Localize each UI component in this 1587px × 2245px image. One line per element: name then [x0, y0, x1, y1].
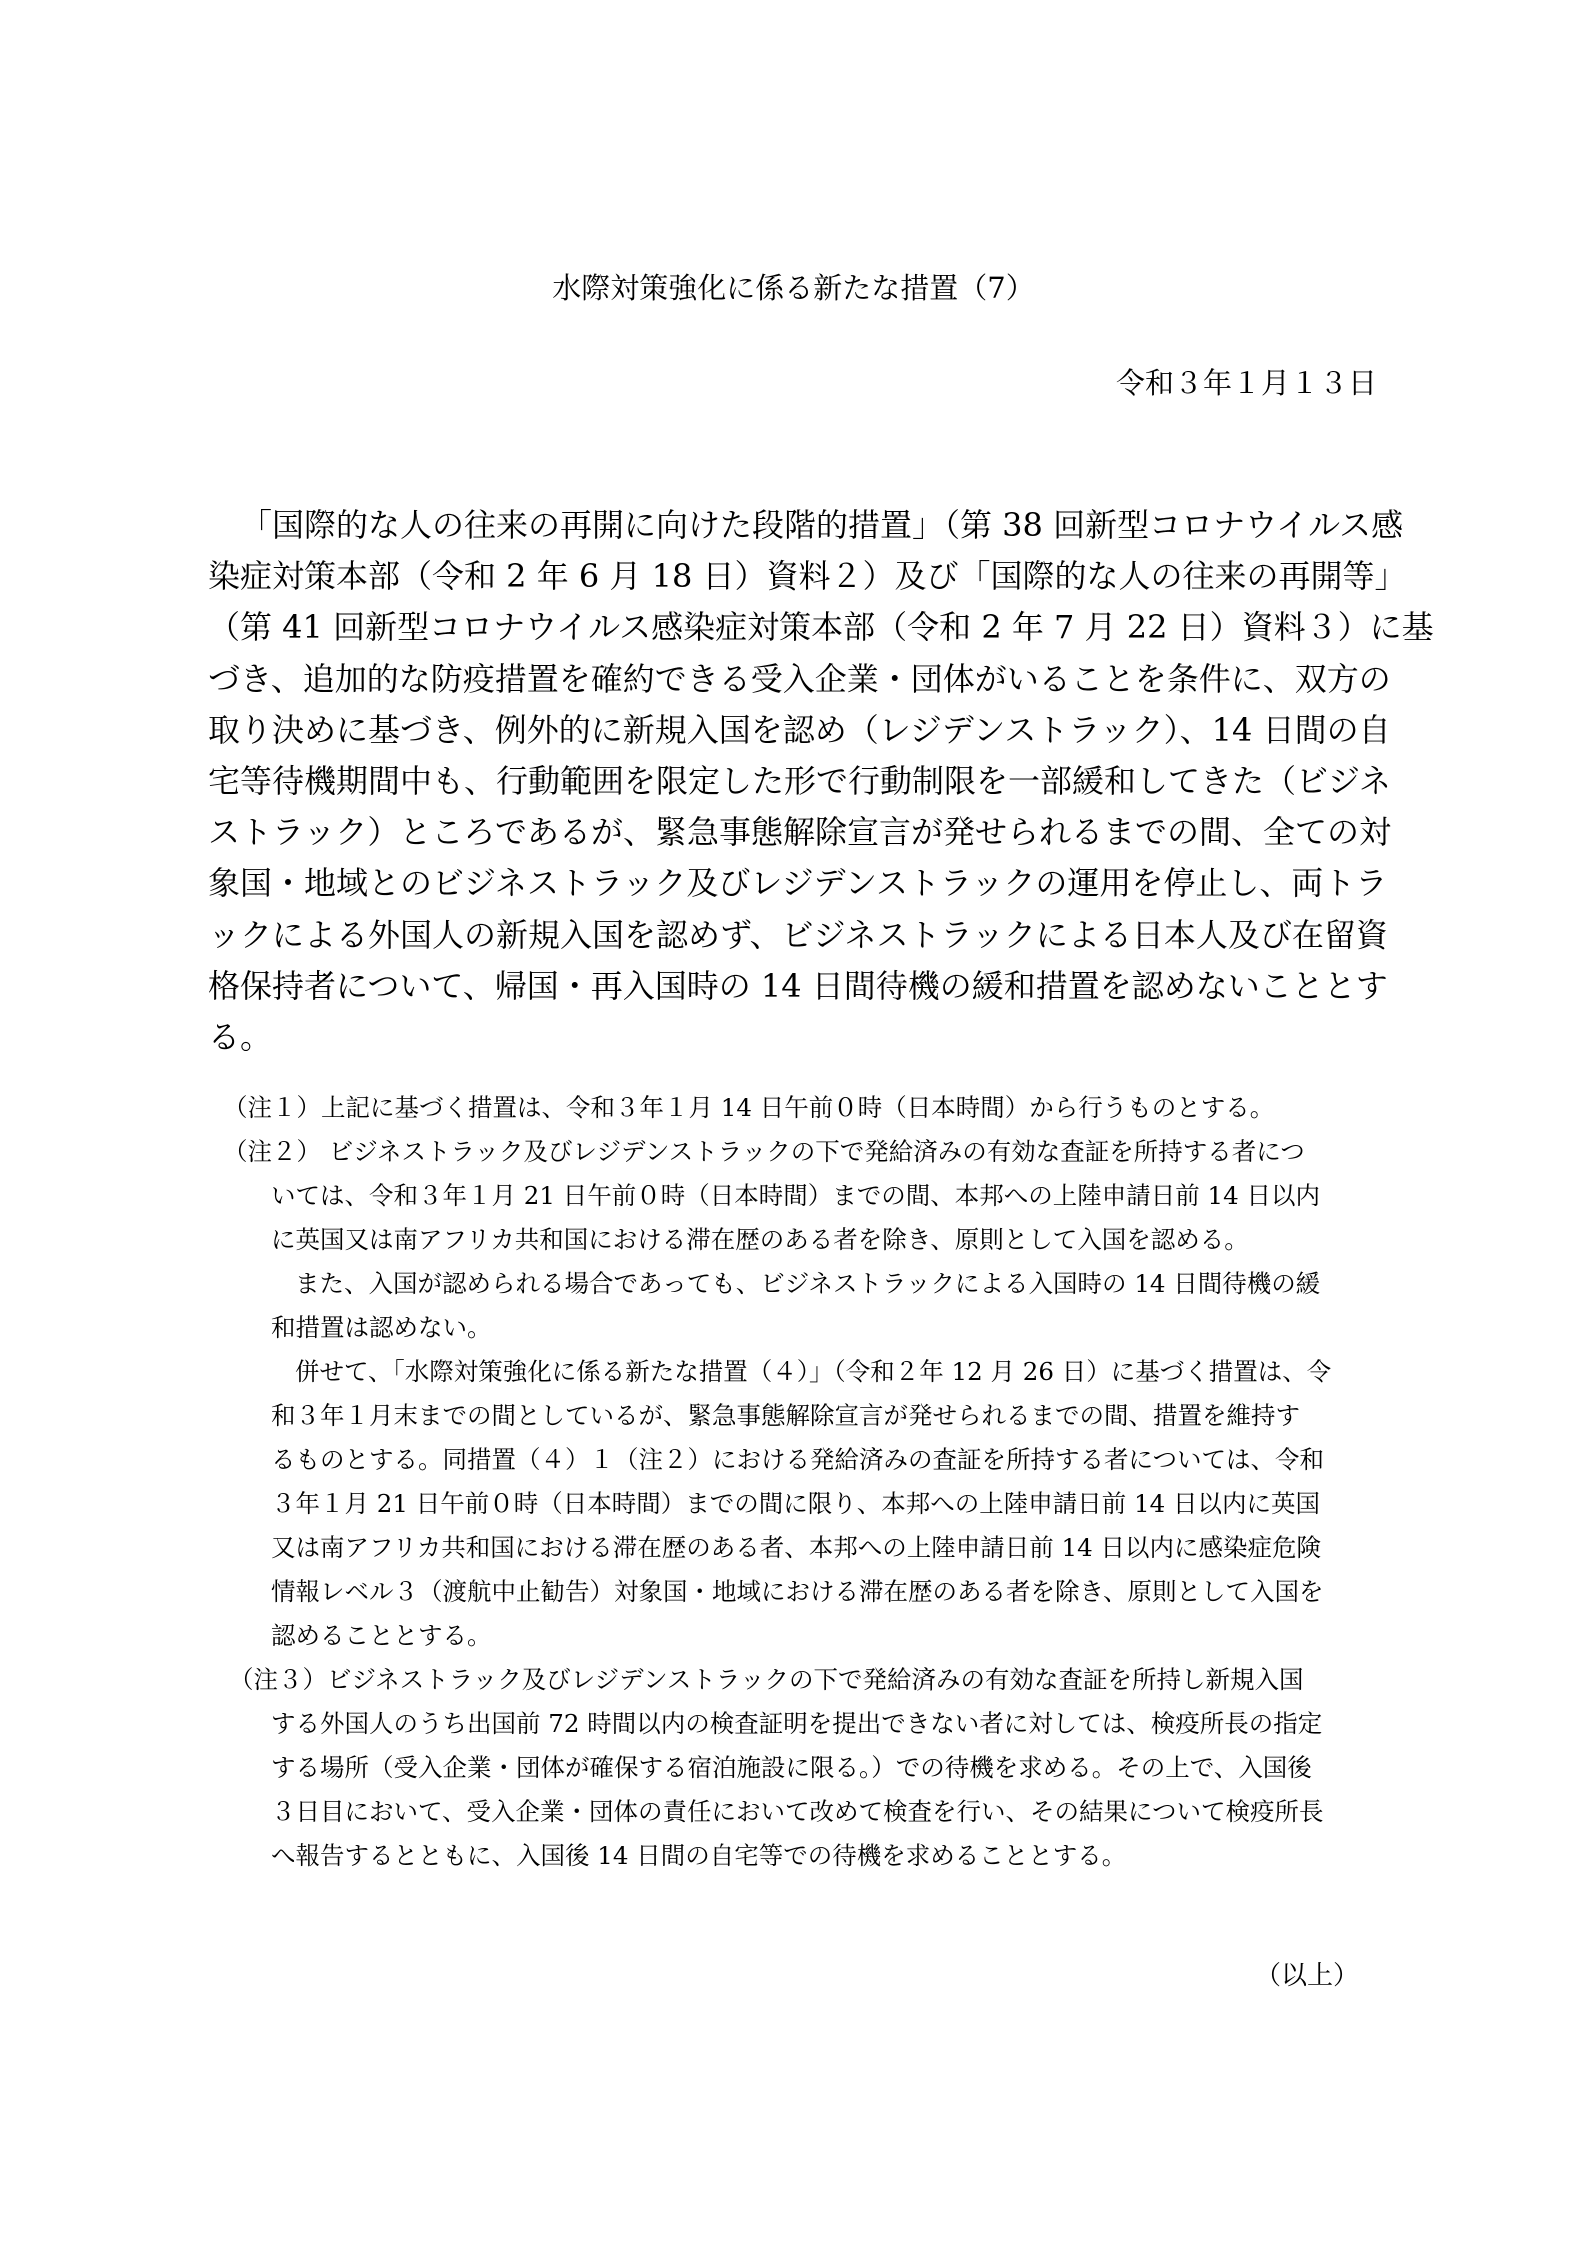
note-line: する外国人のうち出国前 72 時間以内の検査証明を提出できない者に対しては、検疫所長の指定 — [271, 1709, 1323, 1738]
note-line: 情報レベル３（渡航中止勧告）対象国・地域における滞在歴のある者を除き、原則として入国を — [271, 1577, 1324, 1606]
note-line: また、入国が認められる場合であっても、ビジネストラックによる入国時の 14 日間待機の緩 — [295, 1269, 1321, 1298]
note-line: に英国又は南アフリカ共和国における滞在歴のある者を除き、原則として入国を認める。 — [271, 1225, 1249, 1254]
note-line: 和措置は認めない。 — [271, 1313, 492, 1342]
note-line: 和３年１月末までの間としているが、緊急事態解除宣言が発せられるまでの間、措置を維持す — [271, 1401, 1300, 1430]
note-line: ３年１月 21 日午前０時（日本時間）までの間に限り、本邦への上陸申請日前 14 日以内に英国 — [271, 1489, 1320, 1518]
document-date: 令和３年１月１３日 — [1115, 366, 1377, 400]
paragraph-line: る。 — [208, 1018, 273, 1057]
paragraph-line: ストラック）ところであるが、緊急事態解除宣言が発せられるまでの間、全ての対 — [208, 813, 1392, 852]
paragraph-line: づき、追加的な防疫措置を確約できる受入企業・団体がいることを条件に、双方の — [208, 659, 1391, 698]
note-1 — [223, 1086, 1403, 1130]
note-line: ３日目において、受入企業・団体の責任において改めて検査を行い、その結果について検疫所長 — [271, 1797, 1324, 1826]
paragraph-line: 格保持者について、帰国・再入国時の 14 日間待機の緩和措置を認めないこととす — [208, 966, 1388, 1005]
paragraph-line: （第 41 回新型コロナウイルス感染症対策本部（令和 2 年 7 月 22 日）資料３）に基 — [208, 608, 1434, 647]
note-line: 又は南アフリカ共和国における滞在歴のある者、本邦への上陸申請日前 14 日以内に感染症危険 — [271, 1533, 1322, 1562]
note-line: いては、令和３年１月 21 日午前０時（日本時間）までの間、本邦への上陸申請日前 14 日以内 — [271, 1181, 1320, 1210]
note-line: （注２） ビジネストラック及びレジデンストラックの下で発給済みの有効な査証を所持する者につ — [223, 1137, 1305, 1166]
main-paragraph — [208, 500, 1434, 1063]
note-line: （注３）ビジネストラック及びレジデンストラックの下で発給済みの有効な査証を所持し新規入国 — [229, 1665, 1304, 1694]
paragraph-line: 「国際的な人の往来の再開に向けた段階的措置」（第 38 回新型コロナウイルス感 — [240, 506, 1404, 544]
document-title: 水際対策強化に係る新たな措置（7） — [552, 271, 1035, 305]
paragraph-line: 象国・地域とのビジネストラック及びレジデンストラックの運用を停止し、両トラ — [208, 864, 1388, 903]
paragraph-line: ックによる外国人の新規入国を認めず、ビジネストラックによる日本人及び在留資 — [208, 915, 1388, 954]
note-3 — [223, 1658, 1403, 1878]
note-line: 併せて、「水際対策強化に係る新たな措置（４）」（令和２年 12 月 26 日）に基づく措置は、令 — [295, 1357, 1332, 1386]
note-line: する場所（受入企業・団体が確保する宿泊施設に限る。）での待機を求める。その上で、入国後 — [271, 1753, 1312, 1782]
note-line: 認めることとする。 — [271, 1621, 492, 1650]
note-2 — [223, 1130, 1403, 1658]
paragraph-line: 取り決めに基づき、例外的に新規入国を認め（レジデンストラック）、14 日間の自 — [208, 710, 1391, 749]
note-line: へ報告するとともに、入国後 14 日間の自宅等での待機を求めることとする。 — [271, 1841, 1127, 1870]
closing-mark: （以上） — [1254, 1961, 1359, 1991]
note-line: （注１）上記に基づく措置は、令和３年１月 14 日午前０時（日本時間）から行うものとする。 — [223, 1093, 1275, 1122]
notes-section — [223, 1086, 1403, 1878]
paragraph-line: 宅等待機期間中も、行動範囲を限定した形で行動制限を一部緩和してきた（ビジネ — [208, 762, 1392, 801]
note-line: るものとする。同措置（４）１（注２）における発給済みの査証を所持する者については、令和 — [271, 1445, 1325, 1474]
paragraph-line: 染症対策本部（令和 2 年 6 月 18 日）資料２）及び「国際的な人の往来の再開等」 — [208, 557, 1407, 596]
